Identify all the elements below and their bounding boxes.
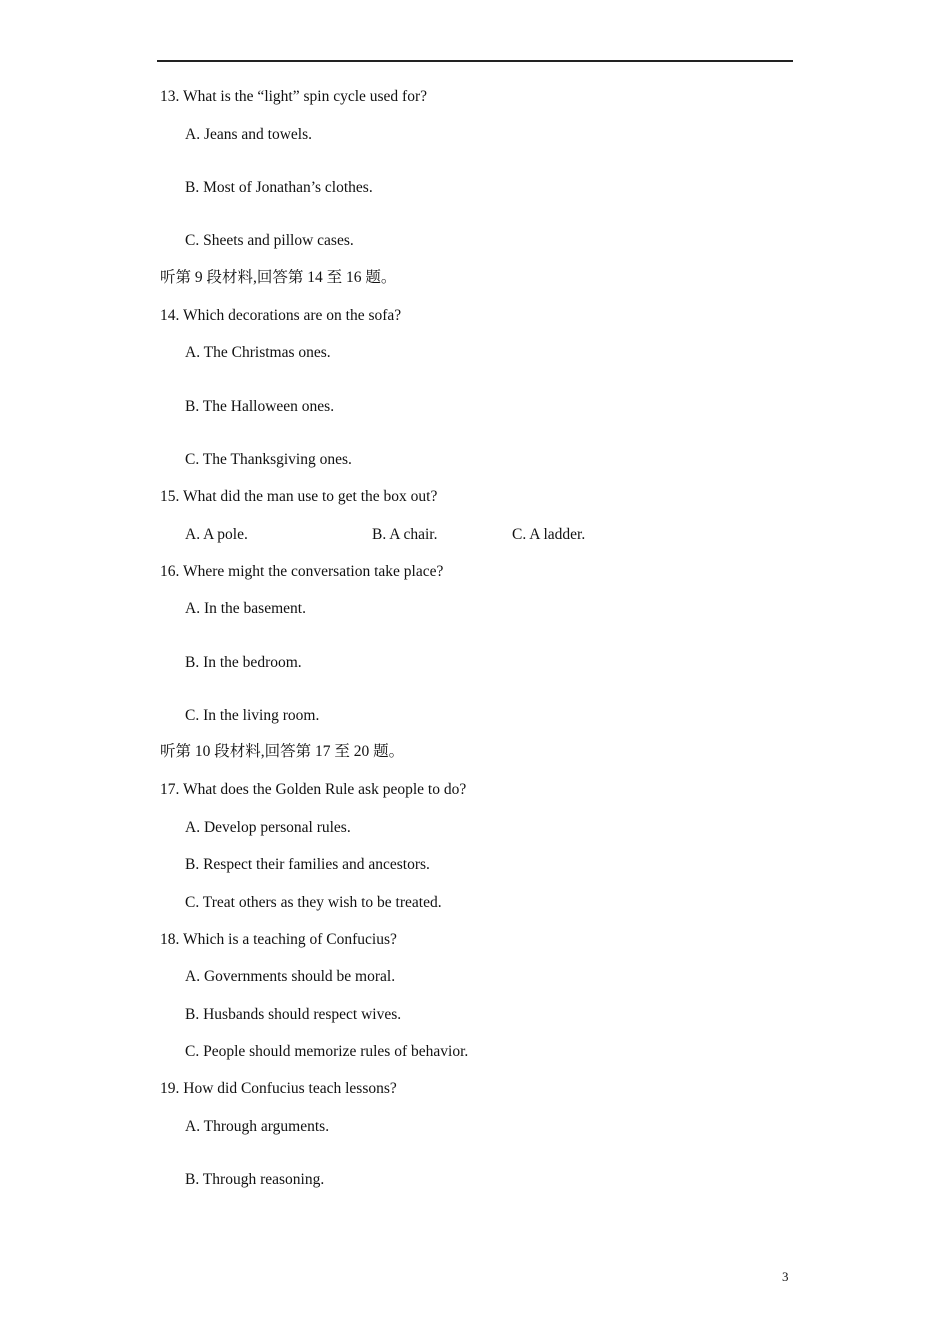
question-19: 19. How did Confucius teach lessons?: [160, 1080, 397, 1097]
option-16b: B. In the bedroom.: [185, 654, 302, 671]
option-14b: B. The Halloween ones.: [185, 398, 335, 415]
question-17: 17. What does the Golden Rule ask people to do?: [160, 781, 467, 798]
option-15b: B. A chair.: [372, 526, 438, 543]
option-15c: C. A ladder.: [512, 526, 586, 543]
option-13b: B. Most of Jonathan’s clothes.: [185, 179, 373, 196]
option-19b: B. Through reasoning.: [185, 1171, 325, 1188]
question-16: 16. Where might the conversation take place?: [160, 563, 444, 580]
option-18b: B. Husbands should respect wives.: [185, 1006, 402, 1023]
option-14c: C. The Thanksgiving ones.: [185, 451, 352, 468]
page-number: 3: [782, 1269, 789, 1284]
question-14: 14. Which decorations are on the sofa?: [160, 307, 402, 324]
option-17a: A. Develop personal rules.: [185, 819, 351, 836]
question-18: 18. Which is a teaching of Confucius?: [160, 931, 397, 948]
question-15: 15. What did the man use to get the box out?: [160, 488, 438, 505]
option-18a: A. Governments should be moral.: [185, 968, 396, 985]
option-18c: C. People should memorize rules of behavior.: [185, 1043, 469, 1060]
option-13a: A. Jeans and towels.: [185, 126, 312, 143]
option-15a: A. A pole.: [185, 526, 248, 543]
option-14a: A. The Christmas ones.: [185, 344, 331, 361]
option-16a: A. In the basement.: [185, 600, 306, 617]
option-19a: A. Through arguments.: [185, 1118, 330, 1135]
section-heading-9: 听第 9 段材料,回答第 14 至 16 题。: [160, 269, 397, 286]
option-13c: C. Sheets and pillow cases.: [185, 232, 354, 249]
option-17c: C. Treat others as they wish to be treated.: [185, 894, 442, 911]
option-17b: B. Respect their families and ancestors.: [185, 856, 430, 873]
option-16c: C. In the living room.: [185, 707, 320, 724]
question-13: 13. What is the “light” spin cycle used for?: [160, 88, 428, 105]
header-rule: [157, 60, 793, 62]
section-heading-10: 听第 10 段材料,回答第 17 至 20 题。: [160, 743, 405, 760]
